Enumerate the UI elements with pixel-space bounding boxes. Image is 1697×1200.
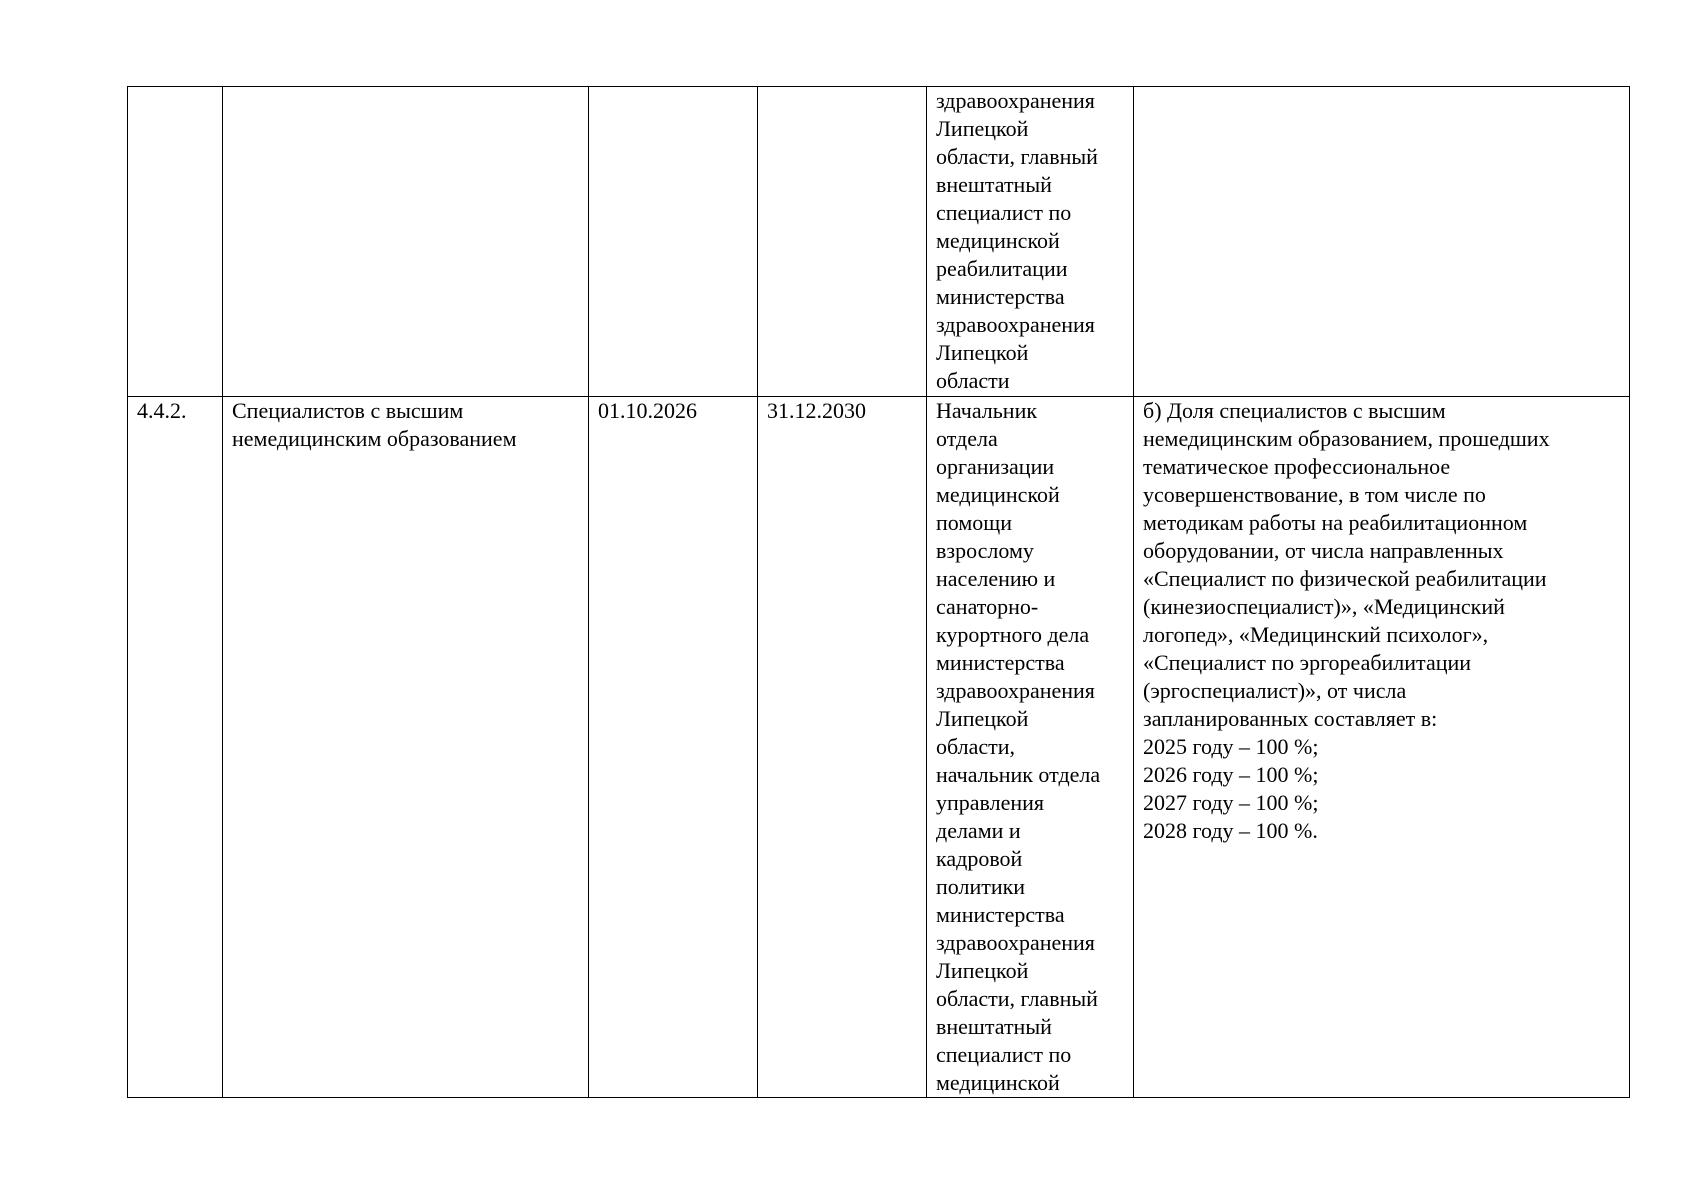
text-line: методикам работы на реабилитационном	[1143, 510, 1528, 535]
text-line: здравоохранения	[936, 678, 1095, 703]
cell-activity-name	[223, 397, 589, 1098]
activities-table	[127, 86, 1630, 1098]
cell-responsible	[927, 397, 1134, 1098]
text-line: (эргоспециалист)», от числа	[1143, 678, 1407, 703]
text-line: здравоохранения	[936, 88, 1095, 113]
text-line: запланированных составляет в:	[1143, 706, 1438, 731]
text-line: начальник отдела	[936, 762, 1101, 787]
text-line: внештатный	[936, 172, 1052, 197]
text-line: 2028 году – 100 %.	[1143, 818, 1318, 843]
text-line: тематическое профессиональное	[1143, 454, 1451, 479]
text-line: области	[936, 368, 1010, 393]
text-line: области,	[936, 734, 1016, 759]
text-line: медицинской	[936, 1070, 1060, 1095]
text-line: населению и	[936, 566, 1056, 591]
cell-responsible	[927, 87, 1134, 397]
text-line: специалист по	[936, 200, 1072, 225]
text-line: Липецкой	[936, 340, 1029, 365]
text-line: делами и	[936, 818, 1021, 843]
cell-number	[128, 87, 223, 397]
text-line: б) Доля специалистов с высшим	[1143, 398, 1446, 423]
cell-number: 4.4.2.	[128, 397, 223, 1098]
text-line: медицинской	[936, 482, 1060, 507]
text-line: управления	[936, 790, 1045, 815]
text-line: Начальник	[936, 398, 1038, 423]
text-line: усовершенствование, в том числе по	[1143, 482, 1486, 507]
text-line: взрослому	[936, 538, 1034, 563]
text-line: Липецкой	[936, 958, 1029, 983]
text-line: курортного дела	[936, 622, 1090, 647]
text-line: министерства	[936, 284, 1065, 309]
text-line: «Специалист по эргореабилитации	[1143, 650, 1472, 675]
text-line: 2026 году – 100 %;	[1143, 762, 1319, 787]
cell-end-date	[758, 87, 927, 397]
cell-indicator	[1134, 87, 1630, 397]
text-line: 2027 году – 100 %;	[1143, 790, 1319, 815]
table-row	[128, 87, 1630, 397]
text-line: оборудовании, от числа направленных	[1143, 538, 1504, 563]
text-line: «Специалист по физической реабилитации	[1143, 566, 1547, 591]
text-line: (кинезиоспециалист)», «Медицинский	[1143, 594, 1505, 619]
text-line: немедицинским образованием	[232, 426, 517, 451]
text-line: реабилитации	[936, 256, 1068, 281]
text-line: логопед», «Медицинский психолог»,	[1143, 622, 1489, 647]
text-line: министерства	[936, 650, 1065, 675]
text-line: Специалистов с высшим	[232, 398, 464, 423]
text-line: здравоохранения	[936, 312, 1095, 337]
text-line: внештатный	[936, 1014, 1052, 1039]
text-line: немедицинским образованием, прошедших	[1143, 426, 1550, 451]
text-line: кадровой	[936, 846, 1023, 871]
cell-activity-name	[223, 87, 589, 397]
text-line: политики	[936, 874, 1026, 899]
text-line: здравоохранения	[936, 930, 1095, 955]
text-line: области, главный	[936, 986, 1098, 1011]
text-line: санаторно-	[936, 594, 1039, 619]
text-line: специалист по	[936, 1042, 1072, 1067]
cell-start-date	[589, 87, 758, 397]
cell-end-date: 31.12.2030	[758, 397, 927, 1098]
text-line: Липецкой	[936, 116, 1029, 141]
table-row	[128, 397, 1630, 1098]
cell-indicator	[1134, 397, 1630, 1098]
cell-start-date: 01.10.2026	[589, 397, 758, 1098]
text-line: 2025 году – 100 %;	[1143, 734, 1319, 759]
text-line: Липецкой	[936, 706, 1029, 731]
text-line: медицинской	[936, 228, 1060, 253]
text-line: министерства	[936, 902, 1065, 927]
text-line: организации	[936, 454, 1055, 479]
text-line: отдела	[936, 426, 998, 451]
text-line: области, главный	[936, 144, 1098, 169]
text-line: помощи	[936, 510, 1012, 535]
